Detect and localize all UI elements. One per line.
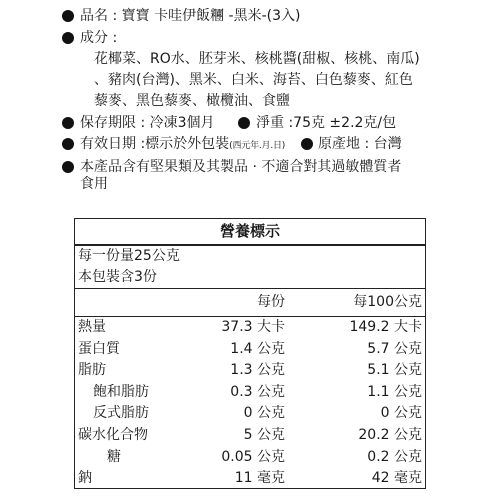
nutrient-name: 糖 <box>107 448 121 465</box>
allergy-warning: 本產品含有堅果類及其製品 · 不適合對其過敏體質者 <box>80 159 402 175</box>
ingredients-line: 藜麥、黑色藜麥、橄欖油、食鹽 <box>94 93 290 109</box>
nutrient-per-100g: 20.2 公克 <box>358 426 422 443</box>
per-100g-header: 每100公克 <box>353 294 422 310</box>
bullet-icon <box>62 117 74 129</box>
country-of-origin: 原產地 : 台灣 <box>318 136 402 152</box>
nutrition-row <box>75 468 425 490</box>
ingredients-label: 成分 : <box>80 30 118 46</box>
nutrient-per-100g: 5.7 公克 <box>367 340 422 357</box>
ingredients-line: 、豬肉(台灣)、黑米、白米、海苔、白色藜麥、紅色 <box>94 72 413 88</box>
net-weight: 淨重 :75克 ±2.2克/包 <box>256 115 397 131</box>
nutrient-per-serving: 0 公克 <box>243 405 285 422</box>
nutrient-name: 脂肪 <box>78 362 106 379</box>
nutrient-name: 反式脂肪 <box>93 405 149 422</box>
bullet-icon <box>62 10 74 22</box>
servings-per-package: 本包裝含3份 <box>75 267 425 289</box>
nutrition-row <box>75 425 425 447</box>
nutrient-per-100g: 149.2 大卡 <box>349 319 422 335</box>
product-name: 品名 : 寶寶 卡哇伊飯糰 -黑米-(3入) <box>80 8 301 24</box>
nutrient-name: 飽和脂肪 <box>93 383 149 400</box>
nutrient-per-serving: 5 公克 <box>243 426 285 443</box>
nutrition-header-row <box>75 289 425 317</box>
nutrient-per-serving: 1.3 公克 <box>230 362 285 379</box>
nutrient-per-serving: 11 毫克 <box>234 470 285 487</box>
nutrient-name: 熱量 <box>78 319 106 335</box>
nutrient-per-100g: 1.1 公克 <box>367 383 422 400</box>
nutrition-rows <box>75 317 425 490</box>
nutrition-row <box>75 339 425 361</box>
storage-period: 保存期限 : 冷凍3個月 <box>80 115 215 131</box>
nutrient-per-100g: 5.1 公克 <box>367 362 422 379</box>
serving-size: 每一份量25公克 <box>78 248 180 264</box>
nutrition-row <box>75 317 425 339</box>
nutrient-per-serving: 0.3 公克 <box>230 383 285 400</box>
nutrition-title: 營養標示 <box>75 219 425 246</box>
nutrition-row <box>75 403 425 425</box>
nutrient-per-100g: 0.2 公克 <box>367 448 422 465</box>
nutrient-per-100g: 0 公克 <box>380 405 422 422</box>
allergy-warning-cont: 食用 <box>80 176 108 192</box>
nutrition-row <box>75 447 425 469</box>
nutrient-name: 蛋白質 <box>78 340 120 357</box>
bullet-icon <box>62 161 74 173</box>
nutrition-facts-table <box>74 218 426 489</box>
nutrition-row <box>75 382 425 404</box>
bullet-icon <box>62 32 74 44</box>
nutrient-per-serving: 37.3 大卡 <box>221 319 285 335</box>
expiry-date: 有效日期 :標示於外包裝(西元年.月.日) <box>80 136 286 152</box>
bullet-icon <box>238 117 250 129</box>
nutrient-per-serving: 0.05 公克 <box>221 448 285 465</box>
expiry-format: (西元年.月.日) <box>229 141 286 151</box>
per-serving-header: 每份 <box>257 294 285 310</box>
ingredients-line: 花椰菜、RO水、胚芽米、核桃醬(甜椒、核桃、南瓜) <box>94 51 420 67</box>
bullet-icon <box>301 138 313 150</box>
bullet-icon <box>62 138 74 150</box>
nutrient-name: 碳水化合物 <box>78 426 148 443</box>
nutrient-per-serving: 1.4 公克 <box>230 340 285 357</box>
nutrient-name: 鈉 <box>78 470 92 487</box>
nutrition-row <box>75 360 425 382</box>
nutrient-per-100g: 42 毫克 <box>371 470 422 487</box>
